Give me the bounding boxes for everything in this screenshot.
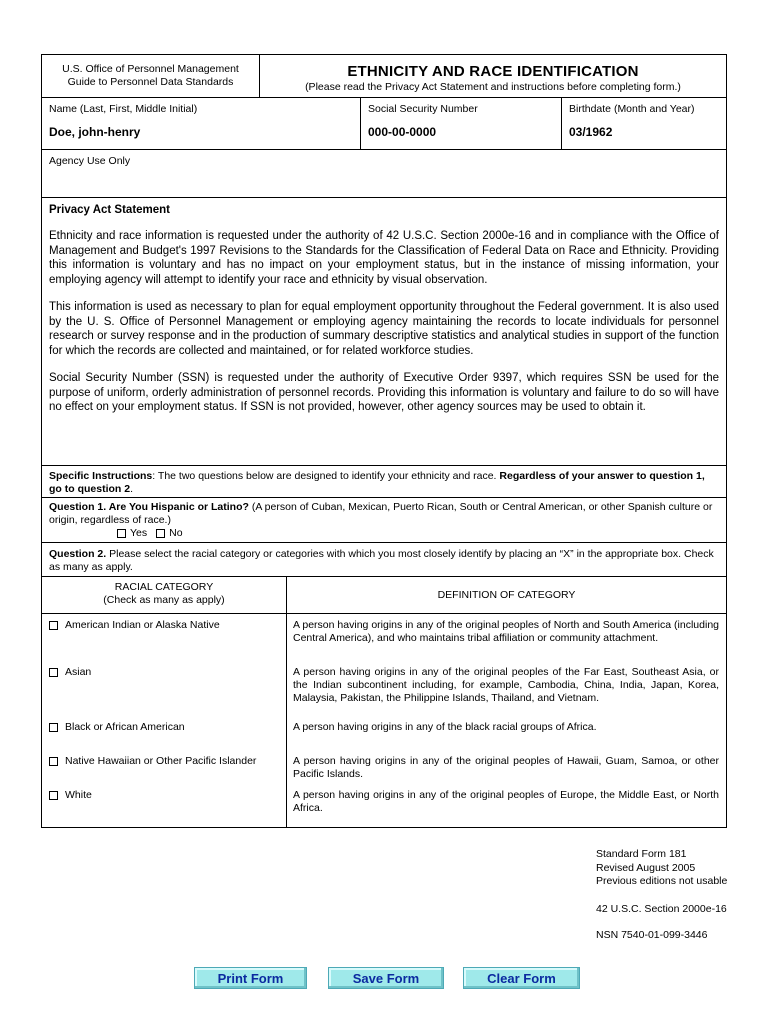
form-subtitle: (Please read the Privacy Act Statement and instructions before completing form.) <box>305 81 681 93</box>
pacific-islander-checkbox[interactable] <box>49 757 58 766</box>
q1-options <box>117 527 719 540</box>
privacy-paragraph-1: Ethnicity and race information is requested under the authority of 42 U.S.C. Section 2000e-16 and in compliance with the Office of Management and Budget's 1997 Revisions to the Standards for the Classification of Federal Data on Race and Ethnicity. Providing this information is voluntary and has no impact on your employment status, but in the instance of missing information, your employing agency will attempt to identify your race and ethnicity by visual observation. <box>49 230 719 286</box>
instructions-bold: Regardless of your answer to question 1, go to question 2 <box>49 470 705 495</box>
pacific-islander-definition: A person having origins in any of the original peoples of Hawaii, Guam, Samoa, or other Pacific Islands. <box>293 755 719 780</box>
race-row-pacific-islander[interactable] <box>42 750 286 784</box>
specific-instructions <box>42 466 726 498</box>
black-checkbox[interactable] <box>49 723 58 732</box>
white-checkbox[interactable] <box>49 791 58 800</box>
asian-label: Asian <box>65 666 92 678</box>
col-racial-category-note: (Check as many as apply) <box>103 594 225 606</box>
q1-text: (A person of Cuban, Mexican, Puerto Rican, South or Central American, or other Spanish culture or origin, regardless of race.) <box>49 501 713 526</box>
name-value[interactable]: Doe, john-henry <box>49 125 141 139</box>
ethnicity-race-form <box>41 54 727 828</box>
q2-text: Please select the racial category or categories with which you most closely identify by placing an “X” in the appropriate box. Check as many as apply. <box>49 548 714 573</box>
privacy-paragraph-2: This information is used as necessary to plan for equal employment opportunity throughout the Federal government. It is also used by the U. S. Office of Personnel Management or employing agency maintaining the records to locate individuals for personnel research or survey response and in the production of summary descriptive statistics and analytical studies in support of the function for which the records are collected and maintained, or for related workforce studies. <box>49 301 719 357</box>
q1-label: Question 1. Are You Hispanic or Latino? <box>49 501 249 513</box>
form-title: ETHNICITY AND RACE IDENTIFICATION <box>347 63 639 80</box>
form-editions-note: Previous editions not usable <box>596 875 728 887</box>
instructions-text: : The two questions below are designed to identify your ethnicity and race. <box>152 470 500 482</box>
name-label: Name (Last, First, Middle Initial) <box>49 103 198 115</box>
black-definition: A person having origins in any of the black racial groups of Africa. <box>293 721 597 733</box>
col-racial-category-title: RACIAL CATEGORY <box>114 581 214 593</box>
race-definition-column <box>286 614 726 827</box>
ssn-label: Social Security Number <box>368 103 478 115</box>
yes-label: Yes <box>130 527 148 539</box>
race-row-american-indian[interactable] <box>42 614 286 661</box>
race-row-white[interactable] <box>42 784 286 827</box>
asian-definition: A person having origins in any of the original peoples of the Far East, Southeast Asia, or the Indian subcontinent including, for example, Cambodia, China, India, Japan, Korea, Malaysia, Pakistan, the Philippine Islands, Thailand, and Vietnam. <box>293 666 719 704</box>
american-indian-label: American Indian or Alaska Native <box>65 619 220 631</box>
birthdate-field[interactable] <box>561 98 726 149</box>
nsn-text: NSN 7540-01-099-3446 <box>596 929 708 941</box>
ssn-field[interactable] <box>360 98 561 149</box>
save-form-button[interactable]: Save Form <box>328 967 444 989</box>
birthdate-value[interactable]: 03/1962 <box>569 125 613 139</box>
privacy-paragraph-3: Social Security Number (SSN) is requested under the authority of Executive Order 9397, which requires SSN be used for the purpose of uniform, orderly administration of personnel records. Providing this information is voluntary and failure to do so will have no effect on your employment status. If SSN is not provided, however, other agency sources may be used to obtain it. <box>49 372 719 413</box>
american-indian-checkbox[interactable] <box>49 621 58 630</box>
ssn-value[interactable]: 000-00-0000 <box>368 125 437 139</box>
white-label: White <box>65 789 92 801</box>
form-number: Standard Form 181 <box>596 848 687 860</box>
agency-use-field[interactable] <box>42 150 726 198</box>
no-label: No <box>169 527 183 539</box>
authority-text: 42 U.S.C. Section 2000e-16 <box>596 903 727 915</box>
name-field[interactable] <box>42 98 360 149</box>
race-category-column <box>42 614 286 827</box>
form-id-block <box>596 848 727 889</box>
race-table-body <box>42 614 726 827</box>
american-indian-definition: A person having origins in any of the original peoples of North and South America (including Central America), and who maintains tribal affiliation or community attachment. <box>293 619 719 644</box>
instructions-label: Specific Instructions <box>49 470 153 482</box>
q2-label: Question 2. <box>49 548 107 560</box>
white-definition: A person having origins in any of the original peoples of Europe, the Middle East, or North Africa. <box>293 789 719 814</box>
question-2 <box>42 543 726 577</box>
black-label: Black or African American <box>65 721 185 733</box>
form-revision: Revised August 2005 <box>596 861 696 874</box>
race-row-asian[interactable] <box>42 661 286 716</box>
asian-checkbox[interactable] <box>49 668 58 677</box>
col-racial-category <box>42 577 286 613</box>
col-definition: DEFINITION OF CATEGORY <box>286 577 726 613</box>
privacy-section <box>42 198 726 466</box>
agency-block <box>42 55 259 97</box>
agency-line-2: Guide to Personnel Data Standards <box>67 76 234 88</box>
agency-line-1: U.S. Office of Personnel Management <box>62 63 239 75</box>
form-header <box>42 55 726 98</box>
question-1 <box>42 498 726 543</box>
print-form-button[interactable]: Print Form <box>194 967 307 989</box>
title-block <box>259 55 726 97</box>
race-table-header <box>42 577 726 614</box>
agency-use-label: Agency Use Only <box>49 155 131 167</box>
pacific-islander-label: Native Hawaiian or Other Pacific Islander <box>65 755 257 767</box>
race-row-black[interactable] <box>42 716 286 750</box>
privacy-heading: Privacy Act Statement <box>49 204 171 216</box>
instructions-end: . <box>130 483 133 495</box>
no-checkbox[interactable] <box>156 529 165 538</box>
yes-checkbox[interactable] <box>117 529 126 538</box>
birthdate-label: Birthdate (Month and Year) <box>569 103 695 115</box>
identity-row <box>42 98 726 150</box>
clear-form-button[interactable]: Clear Form <box>463 967 580 989</box>
